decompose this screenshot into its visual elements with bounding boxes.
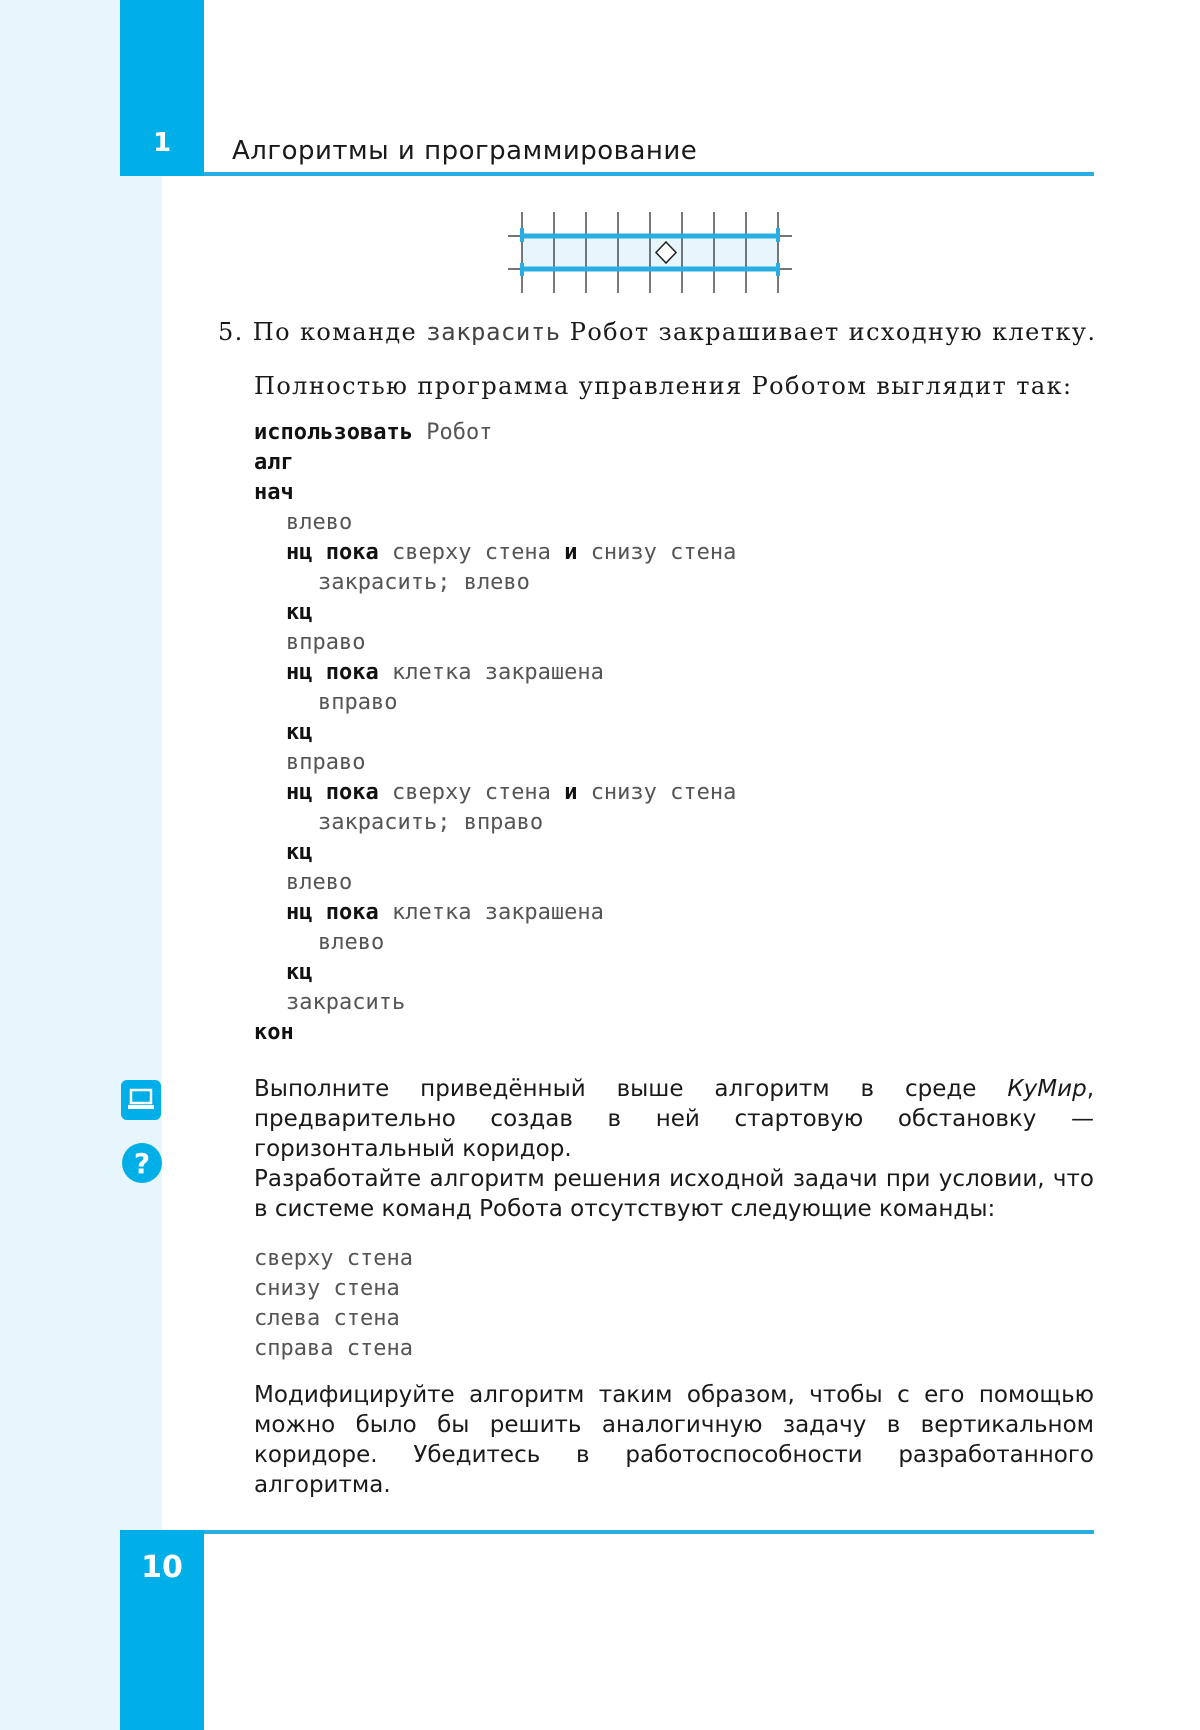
code-line: кц <box>286 840 313 865</box>
robot-corridor-figure <box>500 208 800 298</box>
command-item: снизу стена <box>254 1276 400 1301</box>
question-icon <box>121 1142 163 1184</box>
command-item: слева стена <box>254 1306 400 1331</box>
code-line: влево <box>286 510 353 535</box>
code-line: вправо <box>318 690 398 715</box>
code-line: кц <box>286 720 313 745</box>
inner-margin-strip <box>120 0 162 1730</box>
code-line: кц <box>286 600 313 625</box>
code-line: закрасить <box>286 990 406 1015</box>
code-line: кц <box>286 960 313 985</box>
code-line: использовать Робот <box>254 420 493 445</box>
page-number: 10 <box>141 1550 183 1585</box>
code-line: закрасить; влево <box>318 570 530 595</box>
command-item: справа стена <box>254 1336 413 1361</box>
command-item: сверху стена <box>254 1246 413 1271</box>
inline-command: закрасить <box>426 318 561 346</box>
code-line: влево <box>286 870 353 895</box>
code-line: нц пока клетка закрашена <box>286 900 604 925</box>
code-line: алг <box>254 450 294 475</box>
step-number: 5. <box>218 318 244 346</box>
page-header-title: Алгоритмы и программирование <box>232 136 698 166</box>
header-rule <box>204 172 1094 176</box>
code-line: нач <box>254 480 294 505</box>
task-paragraph-2: Разработайте алгоритм решения исходной задачи при условии, что в системе команд Робота отсутствуют следующие команды: <box>254 1166 1094 1222</box>
code-line: нц пока клетка закрашена <box>286 660 604 685</box>
code-line: нц пока сверху стена и снизу стена <box>286 780 737 805</box>
left-margin-strip <box>0 0 120 1730</box>
code-line: вправо <box>286 750 366 775</box>
program-intro: Полностью программа управления Роботом выглядит так: <box>254 372 1073 400</box>
code-line: кон <box>254 1020 294 1045</box>
task-paragraph-1: Выполните приведённый выше алгоритм в среде КуМир, предварительно создав в ней стартовую обстановку — горизонтальный коридор. <box>254 1076 1094 1162</box>
program-listing <box>254 418 736 1048</box>
computer-icon <box>121 1080 161 1120</box>
missing-commands-list <box>254 1244 413 1364</box>
code-line: вправо <box>286 630 366 655</box>
svg-text:?: ? <box>133 1147 151 1180</box>
environment-name: КуМир <box>1007 1076 1087 1102</box>
chapter-number: 1 <box>152 128 172 158</box>
code-line: нц пока сверху стена и снизу стена <box>286 540 737 565</box>
code-line: закрасить; вправо <box>318 810 544 835</box>
step-5-paragraph: 5. По команде закрасить Робот закрашивает исходную клетку. <box>218 318 1097 346</box>
task-paragraph-3: Модифицируйте алгоритм таким образом, чтобы с его помощью можно было бы решить аналогичную задачу в вертикальном коридоре. Убедитесь в работоспособности разработанного алгоритма. <box>254 1382 1094 1498</box>
code-line: влево <box>318 930 385 955</box>
footer-rule <box>204 1530 1094 1534</box>
